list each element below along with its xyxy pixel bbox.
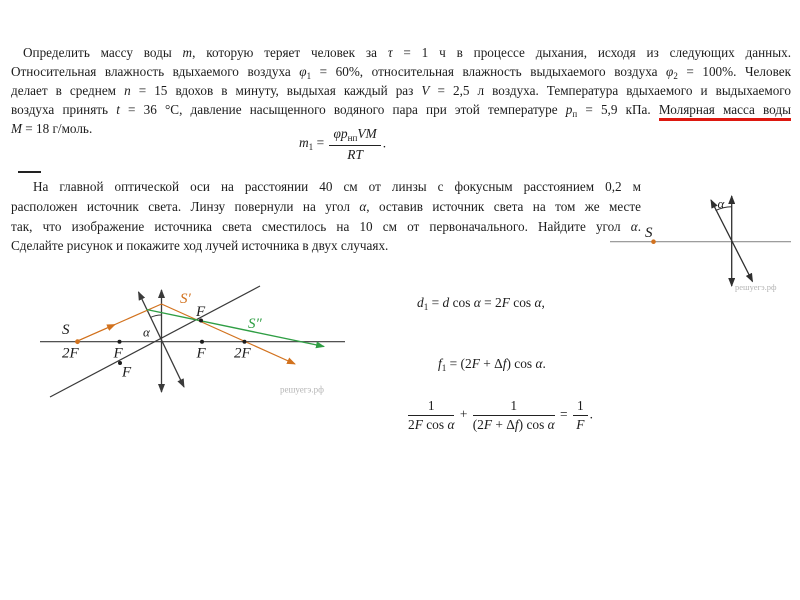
problem2-line-1: На главной оптической оси на расстоянии 40 см от линзы с фокусным расстоянием 0,2 м: [33, 179, 641, 194]
formula-d1: $d_1 = d$ cos α = 2F cos α,: [417, 295, 545, 312]
lens-eq-period: .: [589, 406, 594, 422]
source-label: S: [62, 322, 70, 338]
image2-label: S″: [248, 316, 262, 332]
axis-2f-right-label: 2F: [234, 345, 251, 362]
watermark-text: решуегэ.рф: [735, 282, 777, 292]
formula-m1-denominator: RT: [347, 146, 363, 162]
formula-m1-lhs: $m_1$ =: [299, 135, 328, 153]
focus-right-point: [200, 340, 204, 344]
plus-sign: +: [456, 406, 471, 422]
formula-f1: $f_1 = (2F + \Delta f)$ cos α.: [438, 356, 546, 373]
rotated-f-lower-label: F: [122, 364, 132, 381]
problem1-paragraph: [11, 43, 791, 138]
ray-construction-diagram: [25, 280, 365, 405]
problem1-line-4: воздуха принять t = 36 °C, давление насыщенного водяного пара при этой температуре $p_п = 5,9$ кПа. Молярная масса воды: [11, 100, 791, 119]
problem1-line-1: Определить массу воды m, которую теряет человек за τ = 1 ч в процессе дыхания, исходя из следующих данных.: [23, 45, 791, 60]
separator-line: [18, 171, 41, 173]
axis-f-right-label: F: [196, 345, 206, 362]
lens-eq-num1: 1: [408, 398, 454, 416]
lens-eq-den2: (2F + Δf) cos α: [472, 416, 555, 432]
alpha-label: α: [143, 324, 150, 340]
alpha-angle-arc: [150, 315, 161, 318]
alpha-label: α: [717, 196, 725, 211]
fraction: [473, 398, 555, 433]
fraction: [329, 126, 380, 162]
refracted-ray-original: [162, 304, 296, 364]
problem1-line-3: делает в среднем n = 15 вдохов в минуту, выдыхая каждый раз V = 2,5 л воздуха. Температура вдыхаемого и выдыхаемого: [11, 83, 791, 98]
problem2-line-3: так, что изображение источника света сместилось на 10 см от первоначального. Найдите угол α.: [11, 218, 641, 234]
watermark-text: решуегэ.рф: [280, 384, 324, 395]
double-focus-right-point: [243, 340, 247, 344]
problem1-line-2: Относительная влажность вдыхаемого воздуха $\varphi_1 = 60\%$, относительная влажность выдыхаемого воздуха $\varphi_2 = 100\%$. Человек: [11, 64, 791, 81]
problem1-line-5: M = 18 г/моль.: [11, 121, 93, 136]
axis-f-left-label: F: [113, 345, 123, 362]
focus-left-point: [118, 340, 122, 344]
lens-eq-den3: F: [576, 416, 585, 432]
fraction: [573, 398, 588, 433]
formula-lens-equation: [406, 398, 593, 433]
problem2-line-4: Сделайте рисунок и покажите ход лучей источника в двух случаях.: [11, 238, 389, 254]
problem2-line-2: расположен источник света. Линзу повернули на угол α, оставив источник света на том же месте: [11, 198, 641, 214]
formula-m1-period: .: [382, 135, 387, 151]
rotated-lens-diagram: [600, 185, 800, 295]
equals-sign: =: [556, 406, 571, 422]
image1-label: S′: [180, 291, 191, 307]
lens-eq-den1: 2F cos α: [408, 416, 455, 432]
source-point: [75, 339, 80, 344]
rotated-f-upper-label: F: [196, 304, 206, 320]
source-label: S: [645, 225, 653, 241]
refracted-ray-rotated: [147, 310, 325, 347]
formula-m1: [299, 126, 386, 162]
lens-eq-num2: 1: [473, 398, 555, 416]
formula-m1-numerator: $\varphi p_{нп}VM$: [329, 126, 380, 146]
axis-2f-left-label: 2F: [62, 345, 79, 362]
lens-eq-num3: 1: [573, 398, 588, 416]
fraction: [408, 398, 454, 433]
problem2-paragraph: [11, 177, 641, 256]
